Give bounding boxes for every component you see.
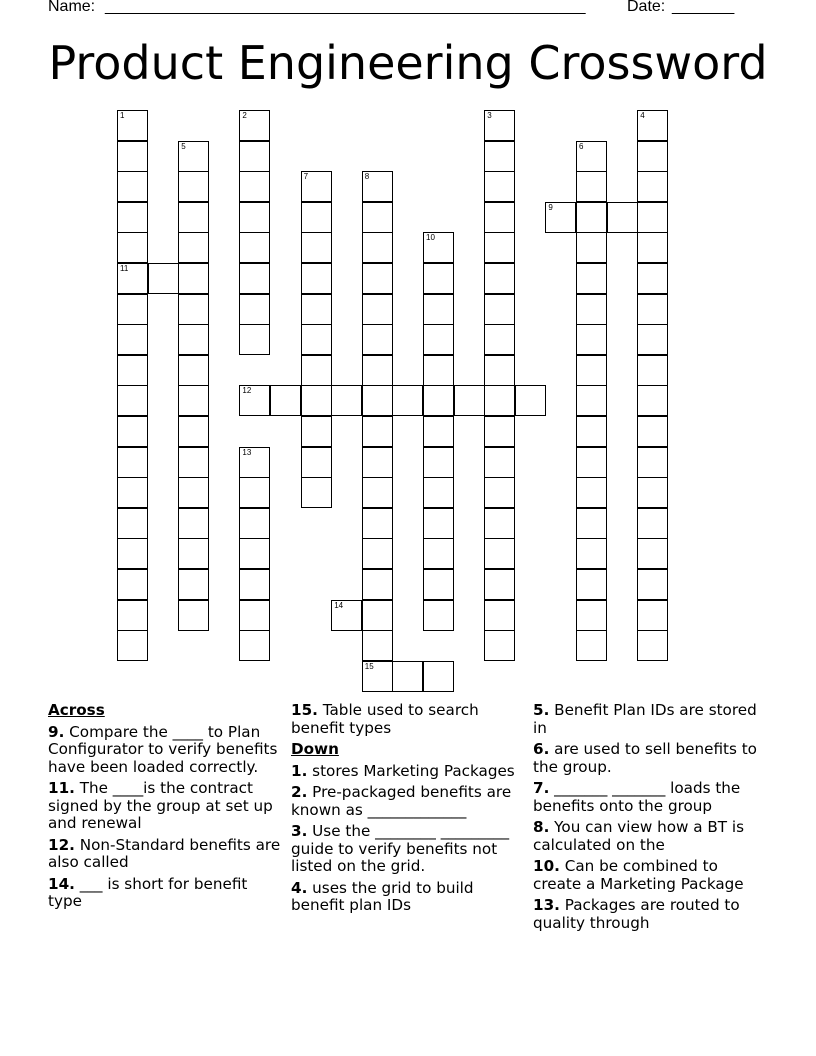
grid-cell[interactable] <box>637 416 668 447</box>
grid-cell[interactable] <box>117 141 148 172</box>
clue-number: 9 <box>548 202 553 212</box>
grid-cell[interactable] <box>576 630 607 661</box>
grid-cell[interactable] <box>576 600 607 631</box>
grid-cell[interactable] <box>178 324 209 355</box>
grid-cell[interactable] <box>239 630 270 661</box>
grid-cell[interactable] <box>117 508 148 539</box>
grid-cell[interactable] <box>239 232 270 263</box>
grid-cell[interactable] <box>423 477 454 508</box>
grid-cell[interactable] <box>239 141 270 172</box>
grid-cell[interactable] <box>454 385 485 416</box>
clue-down-7: 7. _______ _______ loads the benefits onto the group <box>533 779 741 815</box>
grid-cell[interactable] <box>576 324 607 355</box>
grid-cell[interactable] <box>362 202 393 233</box>
grid-cell[interactable] <box>239 110 270 141</box>
grid-cell[interactable] <box>362 508 393 539</box>
grid-cell[interactable] <box>239 263 270 294</box>
grid-cell[interactable] <box>178 416 209 447</box>
grid-cell[interactable] <box>117 110 148 141</box>
grid-cell[interactable] <box>270 385 301 416</box>
clue-number: 8 <box>364 172 370 182</box>
grid-cell[interactable] <box>637 171 668 202</box>
grid-cell[interactable] <box>239 385 270 416</box>
grid-cell[interactable] <box>423 385 454 416</box>
grid-cell[interactable] <box>362 232 393 263</box>
clue-down-3: 3. Use the ________ _________ guide to verify benefits not listed on the grid. <box>291 822 510 875</box>
clue-number: 2 <box>242 111 247 120</box>
clue-down-2: 2. Pre-packaged benefits are known as _____________ <box>291 783 512 819</box>
grid-cell[interactable] <box>423 263 454 294</box>
grid-cell[interactable] <box>637 447 668 478</box>
clue-number: 4 <box>640 111 645 120</box>
grid-cell[interactable] <box>178 355 209 386</box>
grid-cell[interactable] <box>239 294 270 325</box>
grid-cell[interactable] <box>515 385 546 416</box>
clue-across-14: 14. ___ is short for benefit type <box>48 874 248 910</box>
grid-cell[interactable] <box>362 171 393 202</box>
grid-cell[interactable] <box>637 600 668 631</box>
clue-number: 5 <box>181 141 186 151</box>
clues-column-2 <box>291 702 527 919</box>
grid-cell[interactable] <box>362 324 393 355</box>
grid-cell[interactable] <box>117 263 148 294</box>
grid-cell[interactable] <box>362 263 393 294</box>
date-label: Date: <box>627 0 666 15</box>
grid-cell[interactable] <box>637 508 668 539</box>
grid-cell[interactable] <box>362 385 393 416</box>
grid-cell[interactable] <box>576 385 607 416</box>
grid-cell[interactable] <box>637 141 668 172</box>
grid-cell[interactable] <box>576 508 607 539</box>
name-label: Name: <box>48 0 96 15</box>
grid-cell[interactable] <box>576 447 607 478</box>
grid-cell[interactable] <box>423 508 454 539</box>
grid-cell[interactable] <box>576 477 607 508</box>
name-field[interactable]: ______________________________________________________ <box>105 0 586 15</box>
across-heading: Across <box>48 701 105 719</box>
grid-cell[interactable] <box>301 355 332 386</box>
grid-cell[interactable] <box>178 171 209 202</box>
clue-down-10: 10. Can be combined to create a Marketing Package <box>533 857 744 893</box>
grid-cell[interactable] <box>637 355 668 386</box>
grid-cell[interactable] <box>423 569 454 600</box>
clue-down-4: 4. uses the grid to build benefit plan IDs <box>291 878 474 914</box>
grid-cell[interactable] <box>637 538 668 569</box>
clue-number: 1 <box>120 111 125 120</box>
clue-number: 12 <box>242 386 252 396</box>
grid-cell[interactable] <box>117 355 148 386</box>
grid-cell[interactable] <box>484 355 515 386</box>
grid-cell[interactable] <box>484 324 515 355</box>
clue-number: 13 <box>242 447 252 457</box>
grid-cell[interactable] <box>301 171 332 202</box>
grid-cell[interactable] <box>239 324 270 355</box>
grid-cell[interactable] <box>423 661 454 692</box>
grid-cell[interactable] <box>362 294 393 325</box>
grid-cell[interactable] <box>362 355 393 386</box>
grid-cell[interactable] <box>301 232 332 263</box>
grid-cell[interactable] <box>484 385 515 416</box>
grid-cell[interactable] <box>607 202 638 233</box>
grid-cell[interactable] <box>576 538 607 569</box>
grid-cell[interactable] <box>117 600 148 631</box>
clues-column-1 <box>48 702 284 915</box>
clue-number: 11 <box>120 264 129 273</box>
grid-cell[interactable] <box>239 171 270 202</box>
clue-down-6: 6. are used to sell benefits to the group. <box>533 740 757 776</box>
grid-cell[interactable] <box>637 569 668 600</box>
grid-cell[interactable] <box>637 477 668 508</box>
grid-cell[interactable] <box>484 141 515 172</box>
clue-down-8: 8. You can view how a BT is calculated on the <box>533 818 745 854</box>
grid-cell[interactable] <box>117 416 148 447</box>
clue-number: 14 <box>334 600 344 610</box>
grid-cell[interactable] <box>301 447 332 478</box>
clue-down-13: 13. Packages are routed to quality through <box>533 896 740 932</box>
grid-cell[interactable] <box>178 385 209 416</box>
grid-cell[interactable] <box>484 202 515 233</box>
grid-cell[interactable] <box>637 324 668 355</box>
grid-cell[interactable] <box>484 600 515 631</box>
grid-cell[interactable] <box>423 324 454 355</box>
grid-cell[interactable] <box>484 508 515 539</box>
grid-cell[interactable] <box>362 600 393 631</box>
grid-cell[interactable] <box>484 110 515 141</box>
grid-cell[interactable] <box>178 477 209 508</box>
grid-cell[interactable] <box>576 569 607 600</box>
grid-cell[interactable] <box>301 416 332 447</box>
grid-cell[interactable] <box>576 171 607 202</box>
clue-across-11: 11. The ____is the contract signed by the group at set up and renewal <box>48 779 273 832</box>
grid-cell[interactable] <box>178 538 209 569</box>
grid-cell[interactable] <box>331 600 362 631</box>
grid-cell[interactable] <box>423 416 454 447</box>
grid-cell[interactable] <box>178 141 209 172</box>
grid-cell[interactable] <box>392 385 423 416</box>
grid-cell[interactable] <box>423 600 454 631</box>
grid-cell[interactable] <box>637 294 668 325</box>
grid-cell[interactable] <box>239 508 270 539</box>
grid-cell[interactable] <box>484 263 515 294</box>
grid-cell[interactable] <box>484 294 515 325</box>
grid-cell[interactable] <box>117 324 148 355</box>
grid-cell[interactable] <box>576 416 607 447</box>
grid-cell[interactable] <box>362 630 393 661</box>
clue-number: 7 <box>303 172 309 182</box>
clue-number: 10 <box>426 233 435 243</box>
grid-cell[interactable] <box>331 385 362 416</box>
grid-cell[interactable] <box>117 477 148 508</box>
clue-number: 15 <box>364 661 374 671</box>
grid-cell[interactable] <box>117 232 148 263</box>
grid-cell[interactable] <box>117 294 148 325</box>
grid-cell[interactable] <box>637 630 668 661</box>
grid-cell[interactable] <box>362 447 393 478</box>
down-heading: Down <box>291 740 339 758</box>
clue-across-9: 9. Compare the ____ to Plan Configurator to verify benefits have been loaded correctly. <box>48 722 278 776</box>
grid-cell[interactable] <box>576 355 607 386</box>
grid-cell[interactable] <box>423 232 454 263</box>
grid-cell[interactable] <box>178 600 209 631</box>
grid-cell[interactable] <box>484 569 515 600</box>
grid-cell[interactable] <box>239 600 270 631</box>
grid-cell[interactable] <box>362 416 393 447</box>
grid-cell[interactable] <box>484 538 515 569</box>
grid-cell[interactable] <box>484 232 515 263</box>
grid-cell[interactable] <box>576 202 607 233</box>
grid-cell[interactable] <box>301 263 332 294</box>
grid-cell[interactable] <box>637 263 668 294</box>
grid-cell[interactable] <box>576 141 607 172</box>
grid-cell[interactable] <box>484 416 515 447</box>
grid-cell[interactable] <box>362 661 393 692</box>
grid-cell[interactable] <box>178 263 209 294</box>
grid-cell[interactable] <box>301 477 332 508</box>
grid-cell[interactable] <box>637 110 668 141</box>
grid-cell[interactable] <box>117 171 148 202</box>
grid-cell[interactable] <box>576 294 607 325</box>
grid-cell[interactable] <box>637 385 668 416</box>
grid-cell[interactable] <box>392 661 423 692</box>
clues-column-3 <box>533 702 769 936</box>
grid-cell[interactable] <box>239 447 270 478</box>
grid-cell[interactable] <box>148 263 179 294</box>
grid-cell[interactable] <box>576 232 607 263</box>
grid-cell[interactable] <box>117 202 148 233</box>
clue-down-5: 5. Benefit Plan IDs are stored in <box>533 701 757 737</box>
grid-cell[interactable] <box>484 477 515 508</box>
grid-cell[interactable] <box>239 569 270 600</box>
grid-cell[interactable] <box>178 569 209 600</box>
grid-cell[interactable] <box>484 171 515 202</box>
grid-cell[interactable] <box>178 202 209 233</box>
grid-cell[interactable] <box>117 630 148 661</box>
clue-across-12: 12. Non-Standard benefits are also called <box>48 835 281 871</box>
grid-cell[interactable] <box>637 202 668 233</box>
grid-cell[interactable] <box>423 447 454 478</box>
grid-cell[interactable] <box>178 232 209 263</box>
grid-cell[interactable] <box>545 202 576 233</box>
grid-cell[interactable] <box>362 538 393 569</box>
grid-cell[interactable] <box>239 202 270 233</box>
clue-down-1: 1. stores Marketing Packages <box>291 761 515 780</box>
clue-number: 3 <box>487 111 492 120</box>
grid-cell[interactable] <box>117 538 148 569</box>
date-field[interactable]: _______ <box>672 0 735 15</box>
grid-cell[interactable] <box>178 508 209 539</box>
grid-cell[interactable] <box>484 630 515 661</box>
grid-cell[interactable] <box>117 385 148 416</box>
grid-cell[interactable] <box>239 477 270 508</box>
grid-cell[interactable] <box>576 263 607 294</box>
grid-cell[interactable] <box>484 447 515 478</box>
grid-cell[interactable] <box>423 355 454 386</box>
grid-cell[interactable] <box>239 538 270 569</box>
grid-cell[interactable] <box>178 447 209 478</box>
clue-number: 6 <box>579 141 584 151</box>
page-title: Product Engineering Crossword <box>48 36 768 90</box>
grid-cell[interactable] <box>301 202 332 233</box>
grid-cell[interactable] <box>637 232 668 263</box>
clue-across-15: 15. Table used to search benefit types <box>291 701 479 737</box>
grid-cell[interactable] <box>301 294 332 325</box>
grid-cell[interactable] <box>301 324 332 355</box>
grid-cell[interactable] <box>423 538 454 569</box>
grid-cell[interactable] <box>423 294 454 325</box>
grid-cell[interactable] <box>178 294 209 325</box>
grid-cell[interactable] <box>117 447 148 478</box>
grid-cell[interactable] <box>362 477 393 508</box>
grid-cell[interactable] <box>301 385 332 416</box>
grid-cell[interactable] <box>117 569 148 600</box>
grid-cell[interactable] <box>362 569 393 600</box>
